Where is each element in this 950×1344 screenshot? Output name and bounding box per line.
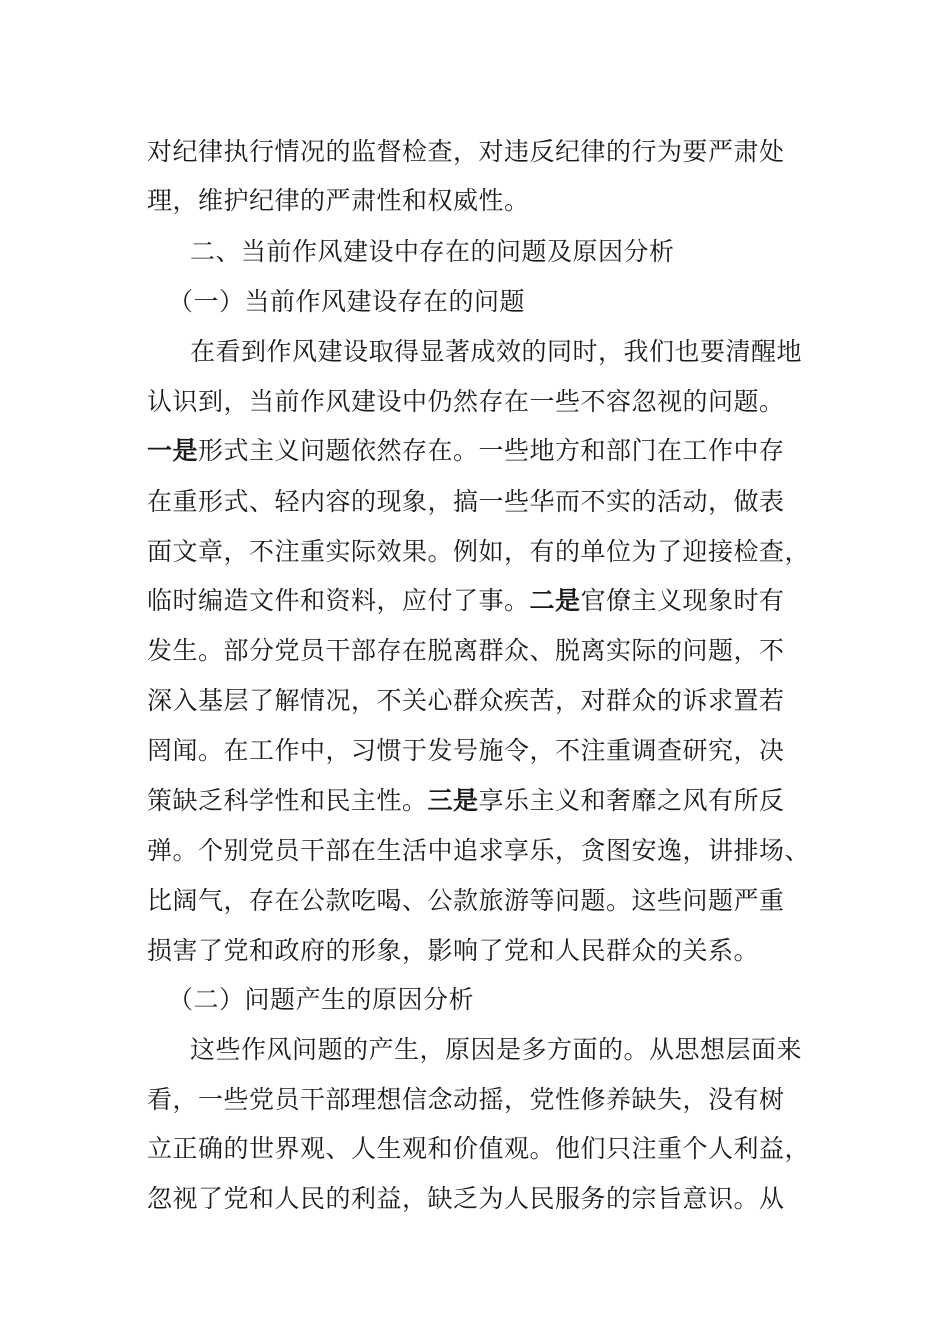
text-segment: 形式主义问题依然存在。一些地方和部门在工作中存 <box>198 436 785 465</box>
text-line: 对纪律执行情况的监督检查，对违反纪律的行为要严肃处 <box>147 137 785 166</box>
text-line <box>147 436 785 466</box>
subsection-heading: （一）当前作风建设存在的问题 <box>168 287 526 316</box>
text-segment: 官僚主义现象时有 <box>580 586 785 615</box>
text-line: 这些作风问题的产生，原因是多方面的。从思想层面来 <box>190 1035 803 1064</box>
text-line: 比阔气，存在公款吃喝、公款旅游等问题。这些问题严重 <box>147 886 785 915</box>
text-line: 看，一些党员干部理想信念动摇，党性修养缺失，没有树 <box>147 1085 785 1114</box>
text-segment: 临时编造文件和资料，应付了事。 <box>147 586 530 615</box>
text-line: 在看到作风建设取得显著成效的同时，我们也要清醒地 <box>190 337 803 366</box>
text-line: 损害了党和政府的形象，影响了党和人民群众的关系。 <box>147 936 760 965</box>
text-line: 立正确的世界观、人生观和价值观。他们只注重个人利益， <box>147 1134 811 1163</box>
text-line: 罔闻。在工作中，习惯于发号施令，不注重调查研究，决 <box>147 736 785 765</box>
text-line: 在重形式、轻内容的现象，搞一些华而不实的活动，做表 <box>147 487 785 516</box>
text-line: 深入基层了解情况，不关心群众疾苦，对群众的诉求置若 <box>147 686 785 715</box>
text-segment: 策缺乏科学性和民主性。 <box>147 786 428 815</box>
text-line: 理，维护纪律的严肃性和权威性。 <box>147 186 530 215</box>
text-line: 面文章，不注重实际效果。例如，有的单位为了迎接检查， <box>147 537 811 566</box>
text-line: 认识到，当前作风建设中仍然存在一些不容忽视的问题。 <box>147 387 785 416</box>
emphasis-second: 二是 <box>529 586 581 615</box>
text-line: 弹。个别党员干部在生活中追求享乐，贪图安逸，讲排场、 <box>147 836 811 865</box>
subsection-heading: （二）问题产生的原因分析 <box>168 985 475 1014</box>
emphasis-first: 一是 <box>147 436 199 465</box>
text-segment: 享乐主义和奢靡之风有所反 <box>478 786 785 815</box>
emphasis-third: 三是 <box>427 786 479 815</box>
text-line: 发生。部分党员干部存在脱离群众、脱离实际的问题，不 <box>147 636 785 665</box>
section-heading: 二、当前作风建设中存在的问题及原因分析 <box>190 237 675 266</box>
text-line <box>147 786 785 816</box>
text-line: 忽视了党和人民的利益，缺乏为人民服务的宗旨意识。从 <box>147 1184 785 1213</box>
text-line <box>147 586 785 616</box>
